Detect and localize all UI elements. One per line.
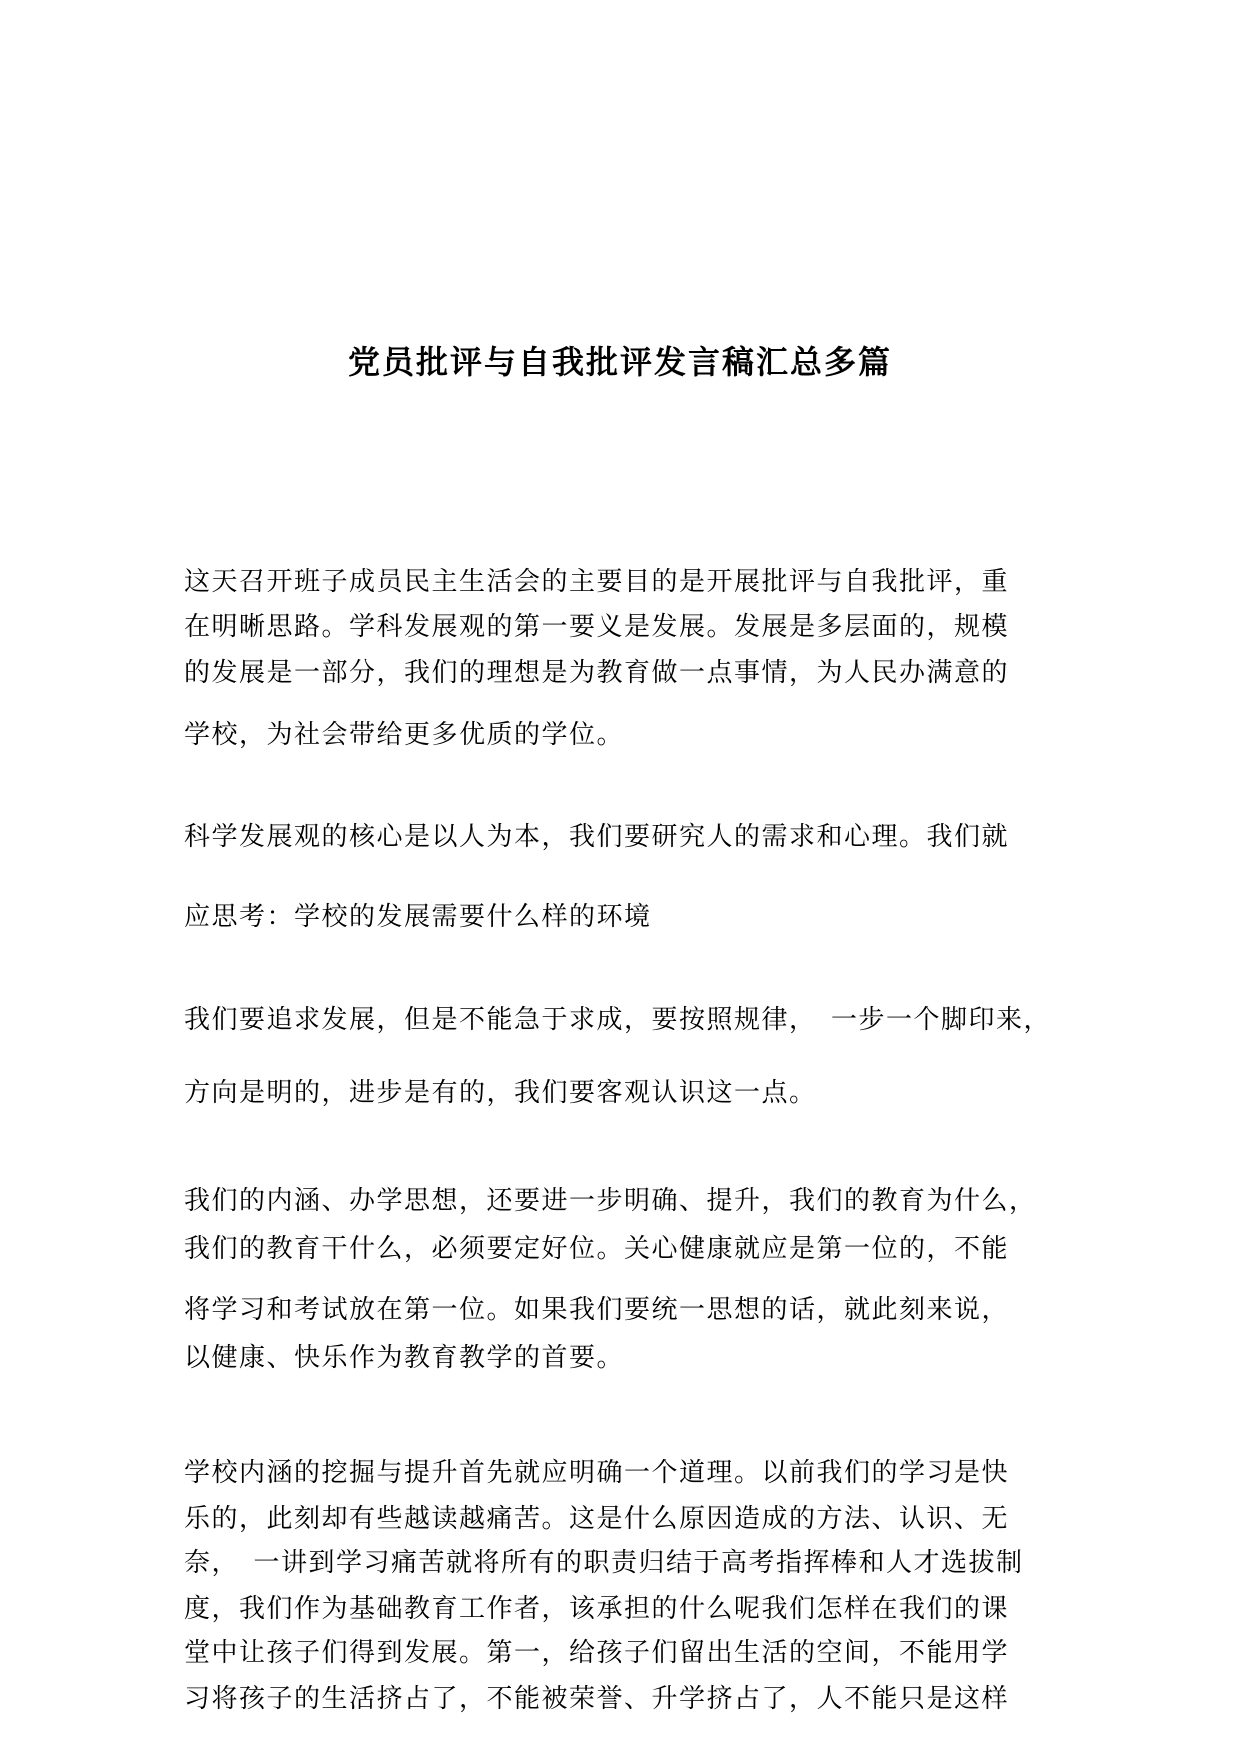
paragraph-line: 学校内涵的挖掘与提升首先就应明确一个道理。以前我们的学习是快: [184, 1458, 1010, 1488]
paragraph-line: 的发展是一部分，我们的理想是为教育做一点事情，为人民办满意的: [184, 658, 1010, 688]
paragraph-line: 在明晰思路。学科发展观的第一要义是发展。发展是多层面的，规模: [184, 612, 1010, 642]
paragraph-line: 度，我们作为基础教育工作者，该承担的什么呢我们怎样在我们的课: [184, 1594, 1010, 1624]
paragraph-line: 堂中让孩子们得到发展。第一，给孩子们留出生活的空间，不能用学: [184, 1638, 1010, 1668]
paragraph-line: 科学发展观的核心是以人为本，我们要研究人的需求和心理。我们就: [184, 822, 1010, 852]
document-title: 党员批评与自我批评发言稿汇总多篇: [347, 343, 892, 381]
paragraph-line: 学校，为社会带给更多优质的学位。: [184, 720, 625, 750]
paragraph-line: 应思考：学校的发展需要什么样的环境: [184, 902, 652, 932]
paragraph-line: 我们要追求发展，但是不能急于求成，要按照规律， 一步一个脚印来，: [184, 1005, 1052, 1035]
paragraph-line: 将学习和考试放在第一位。如果我们要统一思想的话，就此刻来说，: [184, 1295, 1010, 1325]
paragraph-line: 方向是明的，进步是有的，我们要客观认识这一点。: [184, 1078, 817, 1108]
paragraph-line: 我们的内涵、办学思想，还要进一步明确、提升，我们的教育为什么，: [184, 1186, 1037, 1216]
paragraph-line: 乐的，此刻却有些越读越痛苦。这是什么原因造成的方法、认识、无: [184, 1504, 1010, 1534]
paragraph-line: 习将孩子的生活挤占了，不能被荣誉、升学挤占了，人不能只是这样: [184, 1684, 1010, 1714]
paragraph-line: 以健康、快乐作为教育教学的首要。: [184, 1343, 625, 1373]
paragraph-line: 我们的教育干什么，必须要定好位。关心健康就应是第一位的，不能: [184, 1234, 1010, 1264]
paragraph-line: 这天召开班子成员民主生活会的主要目的是开展批评与自我批评，重: [184, 567, 1010, 597]
paragraph-line: 奈， 一讲到学习痛苦就将所有的职责归结于高考指挥棒和人才选拔制: [184, 1548, 1024, 1578]
